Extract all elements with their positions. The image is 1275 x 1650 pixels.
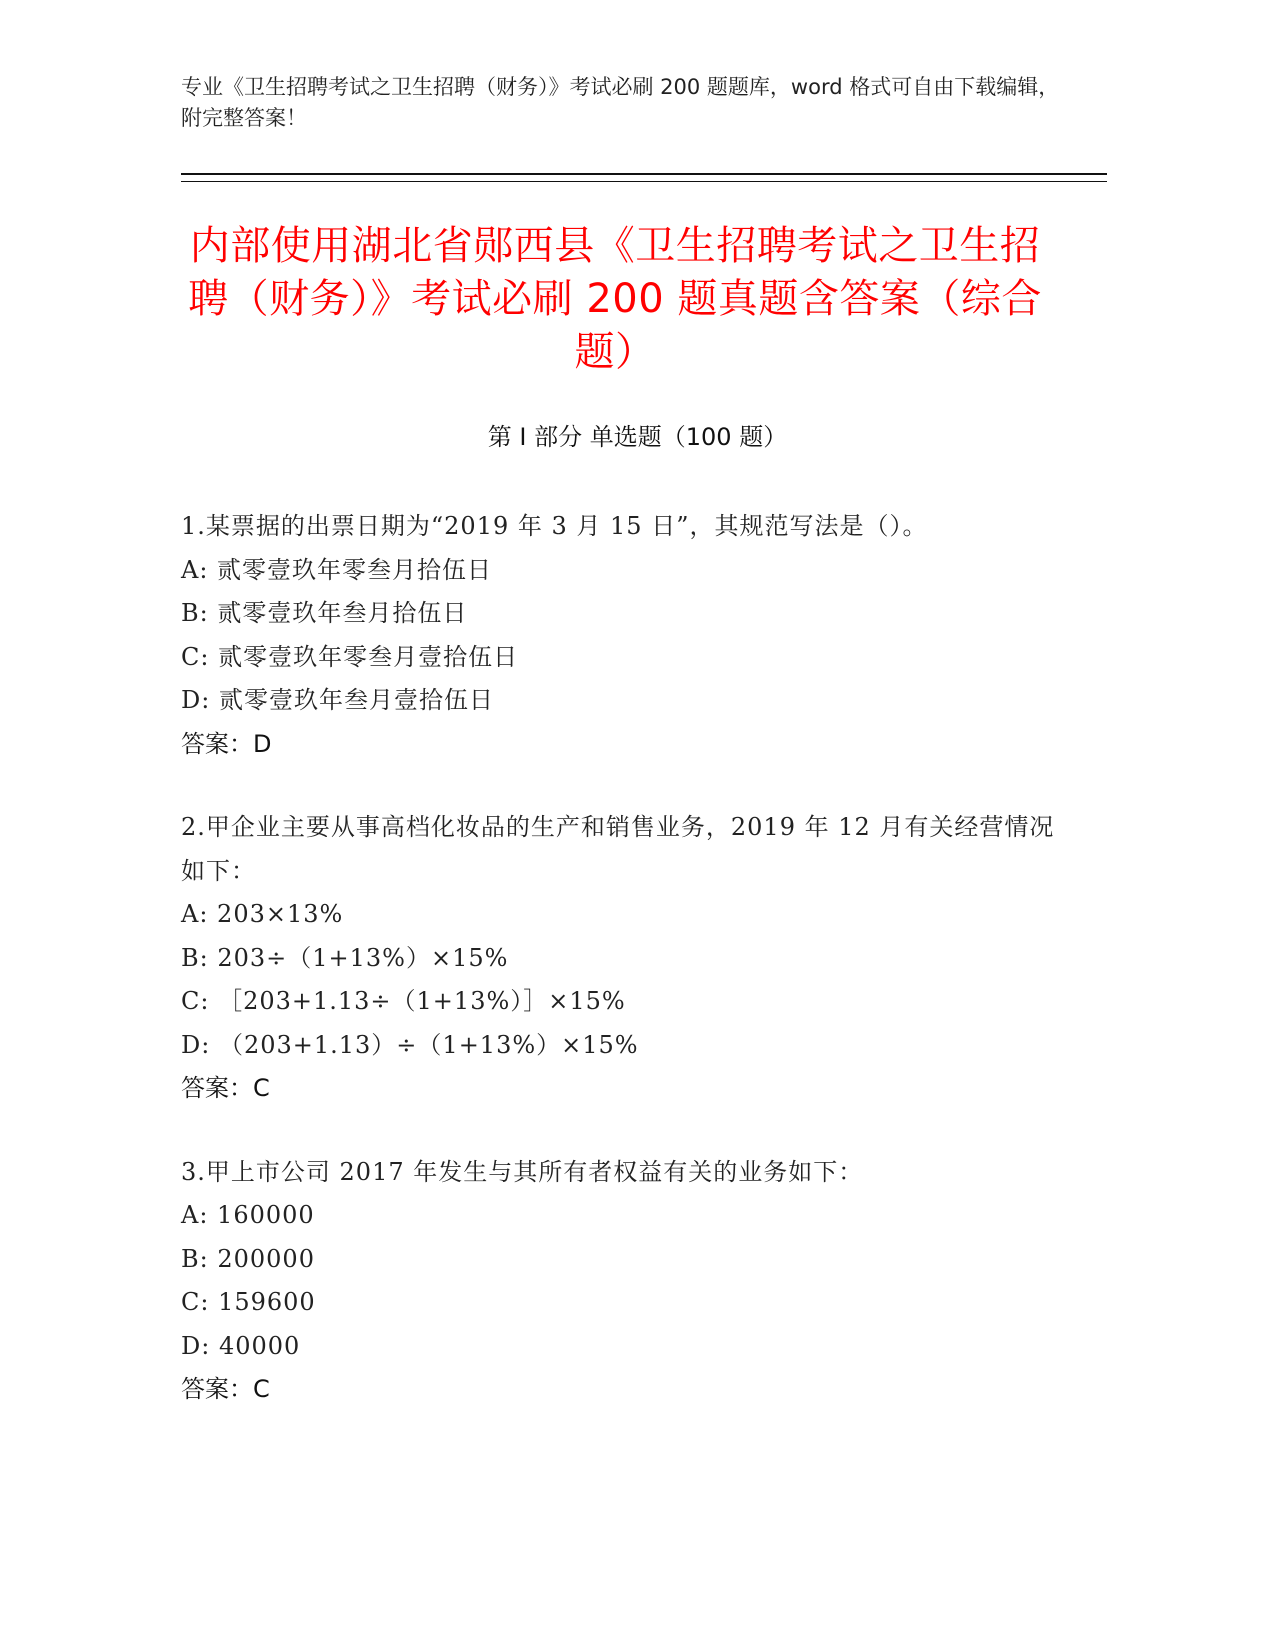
option-d: D: 贰零壹玖年叁月壹拾伍日 <box>181 686 494 714</box>
answer-line: 答案：C <box>181 1375 270 1403</box>
question-text: 1.某票据的出票日期为“2019 年 3 月 15 日”，其规范写法是（）。 <box>181 512 928 540</box>
question-2 <box>181 806 1061 1111</box>
answer-line: 答案：C <box>181 1074 270 1102</box>
answer-line: 答案：D <box>181 729 272 758</box>
question-list <box>181 505 1061 1452</box>
option-b: B: 200000 <box>181 1244 315 1273</box>
option-c: C: ［203+1.13÷（1+13%）］×15% <box>181 987 626 1015</box>
header-note: 专业《卫生招聘考试之卫生招聘（财务）》考试必刷 200 题题库，word 格式可自由下载编辑，附完整答案！ <box>181 75 1060 130</box>
option-d: D: （203+1.13）÷（1+13%）×15% <box>181 1030 639 1059</box>
option-c: C: 贰零壹玖年零叁月壹拾伍日 <box>181 642 519 671</box>
document-title: 内部使用湖北省郧西县《卫生招聘考试之卫生招聘（财务）》考试必刷 200 题真题含答案（综合题） <box>188 223 1042 375</box>
question-1 <box>181 505 1061 766</box>
question-3 <box>181 1151 1061 1412</box>
question-text: 2.甲企业主要从事高档化妆品的生产和销售业务，2019 年 12 月有关经营情况如下： <box>181 813 1055 885</box>
option-a: A: 203×13% <box>181 900 344 928</box>
section-heading: 第 I 部分 单选题（100 题） <box>487 423 788 451</box>
option-c: C: 159600 <box>181 1288 316 1316</box>
question-text: 3.甲上市公司 2017 年发生与其所有者权益有关的业务如下： <box>181 1157 864 1186</box>
option-b: B: 贰零壹玖年叁月拾伍日 <box>181 599 468 627</box>
option-a: A: 160000 <box>181 1201 315 1229</box>
header-divider-thick <box>181 173 1107 175</box>
header-divider-thin <box>181 181 1107 182</box>
option-b: B: 203÷（1+13%）×15% <box>181 943 509 972</box>
option-a: A: 贰零壹玖年零叁月拾伍日 <box>181 555 493 584</box>
option-d: D: 40000 <box>181 1331 301 1360</box>
